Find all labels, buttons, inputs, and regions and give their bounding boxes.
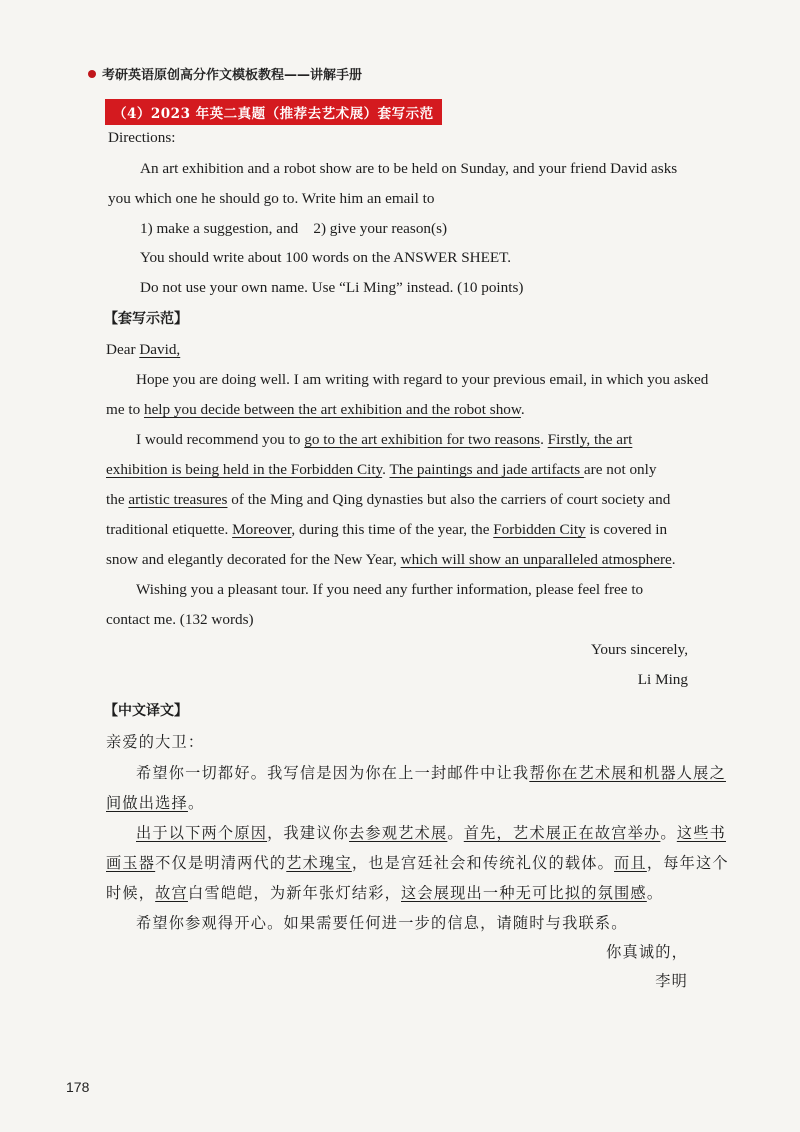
translation-greeting: 亲爱的大卫： [106, 733, 205, 751]
sample-p1-line-1: Hope you are doing well. I am writing with regard to your previous email, in which you asked [136, 371, 709, 388]
text-span: I would recommend you to [136, 431, 305, 448]
text-span: traditional etiquette. [106, 521, 233, 538]
text-span: . [382, 461, 390, 478]
text-span: 不仅是明清两代的 [155, 854, 287, 872]
underlined-phrase: 故宫 [155, 884, 188, 902]
section-banner: （4）2023 年英二真题（推荐去艺术展）套写示范 [105, 99, 442, 125]
page-number: 178 [66, 1079, 90, 1095]
underlined-phrase: 去参观艺术展 [349, 824, 448, 842]
underlined-phrase: 而且 [614, 854, 647, 872]
sample-closing: Yours sincerely, [590, 641, 688, 658]
sample-signature: Li Ming [637, 671, 688, 688]
text-span: 希望你一切都好。我写信是因为你在上一封邮件中让我 [136, 764, 530, 782]
sample-heading: 【套写示范】 [104, 311, 188, 327]
underlined-phrase: 间做出选择 [106, 794, 188, 812]
sample-p2-line-5 [106, 551, 676, 569]
sample-p2-line-4 [106, 521, 667, 539]
underlined-phrase: The paintings and jade artifacts [389, 461, 584, 478]
underlined-phrase: help you decide between the art exhibition and the robot show [143, 401, 521, 418]
underlined-phrase: 帮你在艺术展和机器人展之 [529, 764, 726, 782]
sample-p3-line-1: Wishing you a pleasant tour. If you need any further information, please feel free to [136, 581, 644, 598]
underlined-phrase: Firstly, the art [547, 431, 633, 448]
underlined-phrase: Moreover [232, 521, 292, 538]
translation-p1-line-2 [106, 794, 204, 812]
directions-line-5: Do not use your own name. Use “Li Ming” instead. (10 points) [140, 279, 524, 296]
underlined-phrase: artistic treasures [128, 491, 228, 508]
sample-p1-line-2 [106, 401, 525, 419]
sample-p3-line-2: contact me. (132 words) [106, 611, 254, 628]
translation-p2-line-3 [106, 884, 663, 902]
text-span: , during this time of the year, the [291, 521, 494, 538]
text-span: . [540, 431, 548, 448]
sample-p2-line-3 [106, 491, 670, 509]
underlined-phrase: go to the art exhibition for two reasons [304, 431, 541, 448]
translation-p2-line-1 [136, 824, 726, 842]
underlined-phrase: 这会展现出一种无可比拟的氛围感 [401, 884, 647, 902]
directions-line-1: An art exhibition and a robot show are to be held on Sunday, and your friend David asks [140, 160, 678, 177]
text-span: is covered in [585, 521, 668, 538]
underlined-phrase: 画玉器 [106, 854, 156, 872]
text-span: ，每年这个 [646, 854, 729, 872]
text-span: me to [106, 401, 144, 418]
header-title: 考研英语原创高分作文模板教程——讲解手册 [102, 68, 363, 83]
underlined-phrase: 首先，艺术展正在故宫举办 [463, 824, 661, 842]
translation-heading: 【中文译文】 [104, 703, 188, 719]
text-span: the [106, 491, 129, 508]
text-span: 时候， [106, 884, 156, 902]
text-span: snow and elegantly decorated for the New Year, [106, 551, 401, 568]
translation-p1-line-1 [136, 764, 726, 782]
text-span: of the Ming and Qing dynasties but also the carriers of court society and [227, 491, 671, 508]
underlined-phrase: 艺术瑰宝 [286, 854, 352, 872]
text-span: . [671, 551, 676, 568]
translation-closing: 你真诚的， [606, 943, 688, 961]
text-span: 白雪皑皑，为新年张灯结彩， [187, 884, 401, 902]
directions-line-3: 1) make a suggestion, and 2) give your reason(s) [140, 220, 448, 237]
directions-line-2: you which one he should go to. Write him an email to [108, 190, 435, 207]
directions-heading: Directions: [108, 129, 176, 146]
sample-p2-line-1 [136, 431, 632, 449]
text-span: 。 [660, 824, 677, 842]
greeting-text: Dear [106, 341, 140, 358]
sample-p2-line-2 [106, 461, 656, 479]
text-span: ，我建议你 [267, 824, 350, 842]
text-span: are not only [583, 461, 657, 478]
sample-greeting [106, 341, 180, 359]
translation-p2-line-2 [106, 854, 729, 872]
underlined-phrase: which will show an unparalleled atmosphere [400, 551, 672, 568]
greeting-name: David, [139, 341, 181, 358]
page-header [88, 64, 362, 83]
translation-signature: 李明 [655, 972, 688, 990]
text-span: 。 [187, 794, 205, 812]
text-span: 。 [447, 824, 464, 842]
directions-line-4: You should write about 100 words on the ANSWER SHEET. [140, 249, 512, 266]
bullet-dot-icon [88, 70, 96, 78]
text-span: ，也是宫廷社会和传统礼仪的载体。 [351, 854, 615, 872]
text-span: 。 [646, 884, 664, 902]
underlined-phrase: exhibition is being held in the Forbidden City [106, 461, 383, 478]
underlined-phrase: 出于以下两个原因 [136, 824, 268, 842]
translation-p3: 希望你参观得开心。如果需要任何进一步的信息，请随时与我联系。 [136, 914, 628, 932]
underlined-phrase: Forbidden City [493, 521, 586, 538]
underlined-phrase: 这些书 [676, 824, 726, 842]
text-span: . [520, 401, 525, 418]
